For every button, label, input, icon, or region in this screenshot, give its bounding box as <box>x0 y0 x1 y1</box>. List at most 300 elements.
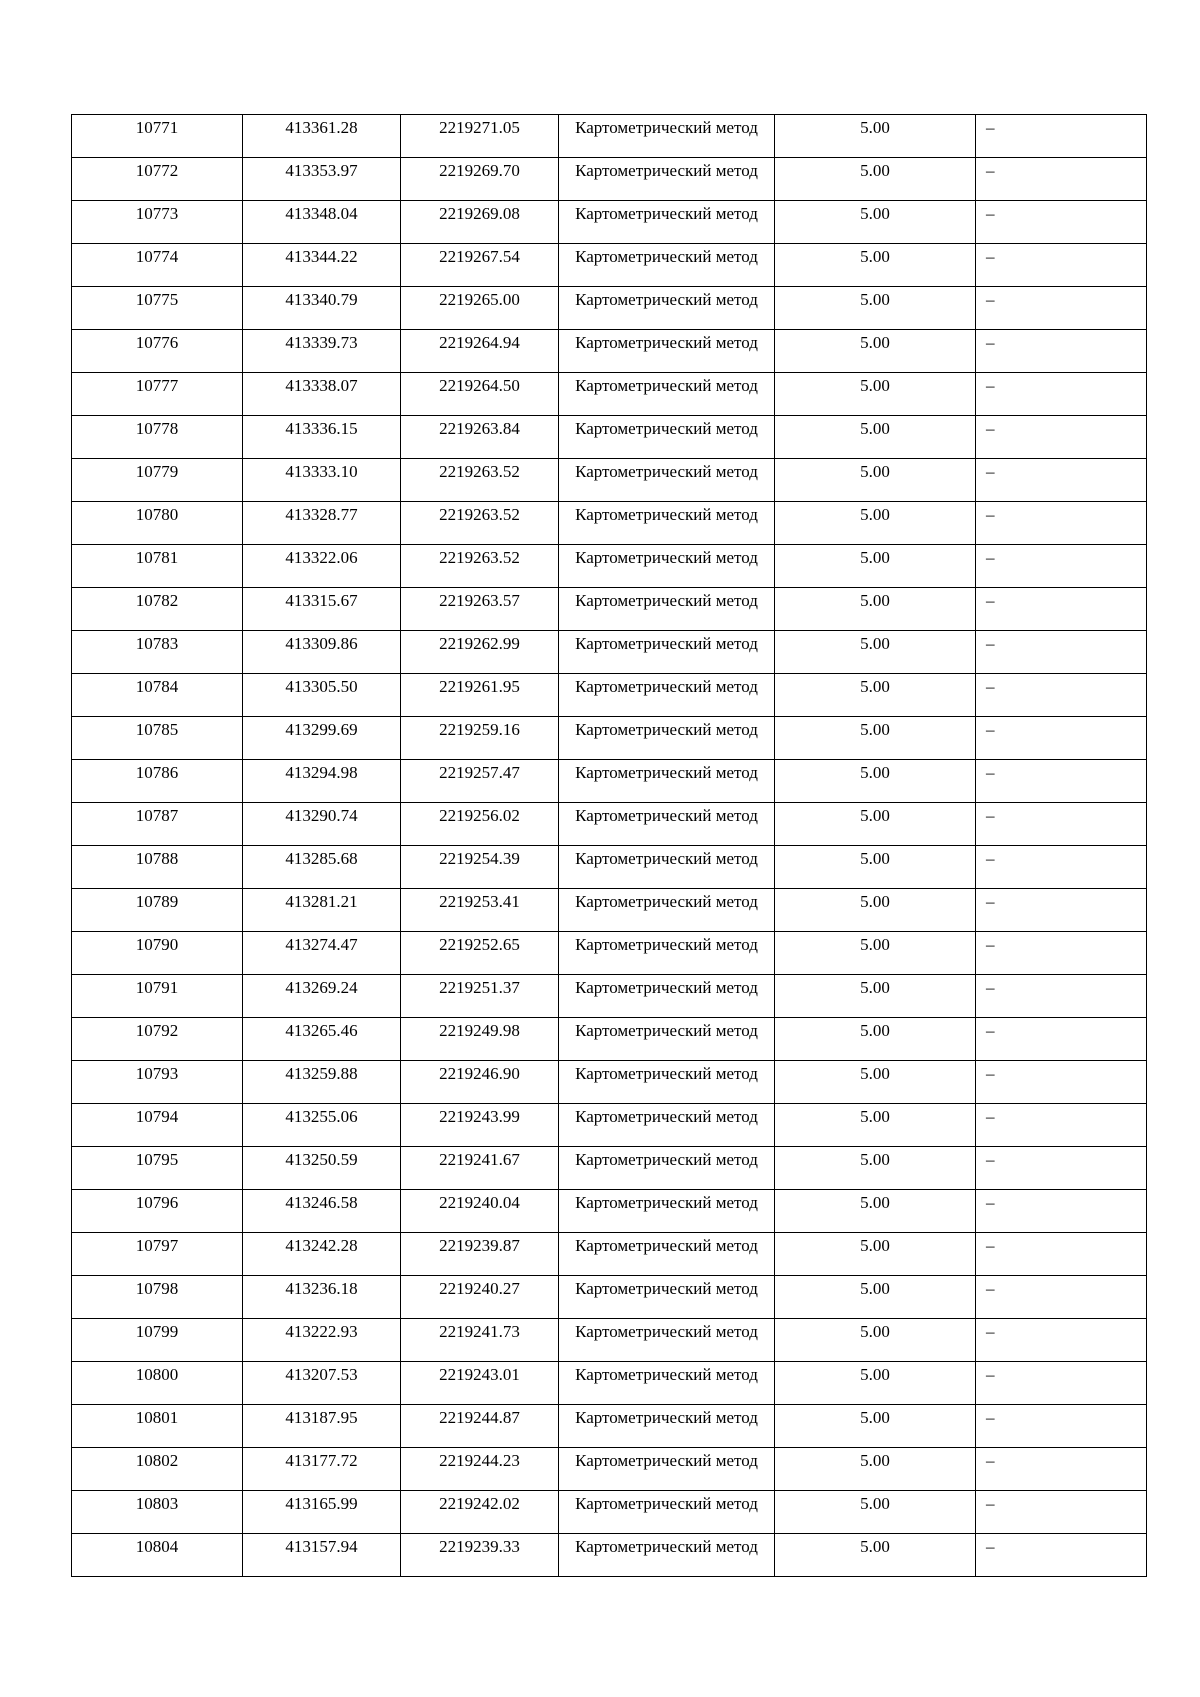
cell-text: 2219271.05 <box>439 118 520 137</box>
note-cell <box>976 1276 1147 1319</box>
table-row <box>72 846 1147 889</box>
cell-text: 5.00 <box>860 806 890 825</box>
cell-text: – <box>986 419 995 438</box>
y-coordinate-cell <box>401 1233 559 1276</box>
method-cell <box>559 502 775 545</box>
cell-text: 10787 <box>135 806 179 825</box>
cell-text: 10782 <box>135 591 179 610</box>
cell-text: – <box>986 1365 995 1384</box>
cell-text: 2219243.99 <box>439 1107 520 1126</box>
y-coordinate-cell <box>401 201 559 244</box>
point-number-cell <box>72 1405 243 1448</box>
cell-text: 10788 <box>135 849 179 868</box>
note-cell <box>976 1233 1147 1276</box>
y-coordinate-cell <box>401 760 559 803</box>
accuracy-cell <box>775 932 976 975</box>
cell-text: 413157.94 <box>285 1537 358 1556</box>
cell-text: 10792 <box>135 1021 179 1040</box>
cell-text: Картометрический метод <box>575 849 758 868</box>
cell-text: – <box>986 505 995 524</box>
cell-text: 2219240.27 <box>439 1279 520 1298</box>
cell-text: 5.00 <box>860 677 890 696</box>
note-cell <box>976 1018 1147 1061</box>
cell-text: Картометрический метод <box>575 1408 758 1427</box>
cell-text: Картометрический метод <box>575 1451 758 1470</box>
cell-text: 413177.72 <box>285 1451 358 1470</box>
note-cell <box>976 244 1147 287</box>
table-row <box>72 1061 1147 1104</box>
method-cell <box>559 459 775 502</box>
cell-text: 5.00 <box>860 1537 890 1556</box>
table-row <box>72 588 1147 631</box>
point-number-cell <box>72 373 243 416</box>
point-number-cell <box>72 1448 243 1491</box>
y-coordinate-cell <box>401 889 559 932</box>
cell-text: 10803 <box>135 1494 179 1513</box>
cell-text: Картометрический метод <box>575 505 758 524</box>
table-body <box>72 115 1147 1577</box>
cell-text: 5.00 <box>860 1365 890 1384</box>
y-coordinate-cell <box>401 1319 559 1362</box>
point-number-cell <box>72 588 243 631</box>
cell-text: 10775 <box>135 290 179 309</box>
table-row <box>72 502 1147 545</box>
point-number-cell <box>72 244 243 287</box>
y-coordinate-cell <box>401 588 559 631</box>
accuracy-cell <box>775 416 976 459</box>
note-cell <box>976 889 1147 932</box>
y-coordinate-cell <box>401 932 559 975</box>
cell-text: 10771 <box>135 118 179 137</box>
x-coordinate-cell <box>243 1448 401 1491</box>
cell-text: – <box>986 1494 995 1513</box>
cell-text: 413222.93 <box>285 1322 358 1341</box>
accuracy-cell <box>775 975 976 1018</box>
y-coordinate-cell <box>401 158 559 201</box>
cell-text: – <box>986 1236 995 1255</box>
cell-text: Картометрический метод <box>575 118 758 137</box>
method-cell <box>559 717 775 760</box>
point-number-cell <box>72 1319 243 1362</box>
note-cell <box>976 1319 1147 1362</box>
accuracy-cell <box>775 373 976 416</box>
table-row <box>72 1276 1147 1319</box>
note-cell <box>976 1104 1147 1147</box>
x-coordinate-cell <box>243 1018 401 1061</box>
table-row <box>72 1534 1147 1577</box>
y-coordinate-cell <box>401 1276 559 1319</box>
y-coordinate-cell <box>401 674 559 717</box>
note-cell <box>976 416 1147 459</box>
point-number-cell <box>72 1491 243 1534</box>
cell-text: Картометрический метод <box>575 1494 758 1513</box>
cell-text: – <box>986 247 995 266</box>
y-coordinate-cell <box>401 1534 559 1577</box>
cell-text: 413246.58 <box>285 1193 358 1212</box>
table-row <box>72 201 1147 244</box>
table-row <box>72 932 1147 975</box>
y-coordinate-cell <box>401 1405 559 1448</box>
cell-text: 2219269.70 <box>439 161 520 180</box>
note-cell <box>976 1448 1147 1491</box>
y-coordinate-cell <box>401 545 559 588</box>
accuracy-cell <box>775 1190 976 1233</box>
table-row <box>72 1190 1147 1233</box>
x-coordinate-cell <box>243 1534 401 1577</box>
point-number-cell <box>72 1061 243 1104</box>
y-coordinate-cell <box>401 803 559 846</box>
accuracy-cell <box>775 115 976 158</box>
note-cell <box>976 1491 1147 1534</box>
accuracy-cell <box>775 1319 976 1362</box>
table-row <box>72 287 1147 330</box>
cell-text: 413285.68 <box>285 849 358 868</box>
method-cell <box>559 1405 775 1448</box>
cell-text: 10794 <box>135 1107 179 1126</box>
cell-text: Картометрический метод <box>575 806 758 825</box>
table-row <box>72 717 1147 760</box>
y-coordinate-cell <box>401 975 559 1018</box>
y-coordinate-cell <box>401 1190 559 1233</box>
accuracy-cell <box>775 1534 976 1577</box>
cell-text: 413250.59 <box>285 1150 358 1169</box>
method-cell <box>559 1061 775 1104</box>
x-coordinate-cell <box>243 1104 401 1147</box>
y-coordinate-cell <box>401 846 559 889</box>
note-cell <box>976 1190 1147 1233</box>
cell-text: 10786 <box>135 763 179 782</box>
x-coordinate-cell <box>243 760 401 803</box>
note-cell <box>976 1061 1147 1104</box>
cell-text: 5.00 <box>860 333 890 352</box>
y-coordinate-cell <box>401 631 559 674</box>
y-coordinate-cell <box>401 1362 559 1405</box>
cell-text: 2219244.23 <box>439 1451 520 1470</box>
cell-text: 413315.67 <box>285 591 358 610</box>
method-cell <box>559 631 775 674</box>
cell-text: 2219257.47 <box>439 763 520 782</box>
method-cell <box>559 1233 775 1276</box>
table-row <box>72 1491 1147 1534</box>
method-cell <box>559 158 775 201</box>
x-coordinate-cell <box>243 1147 401 1190</box>
cell-text: Картометрический метод <box>575 634 758 653</box>
accuracy-cell <box>775 1405 976 1448</box>
cell-text: – <box>986 1451 995 1470</box>
point-number-cell <box>72 1190 243 1233</box>
accuracy-cell <box>775 1104 976 1147</box>
method-cell <box>559 932 775 975</box>
cell-text: Картометрический метод <box>575 978 758 997</box>
method-cell <box>559 1362 775 1405</box>
x-coordinate-cell <box>243 588 401 631</box>
note-cell <box>976 803 1147 846</box>
cell-text: Картометрический метод <box>575 376 758 395</box>
cell-text: 2219252.65 <box>439 935 520 954</box>
x-coordinate-cell <box>243 1405 401 1448</box>
table-row <box>72 1233 1147 1276</box>
cell-text: 10783 <box>135 634 179 653</box>
x-coordinate-cell <box>243 1276 401 1319</box>
cell-text: – <box>986 1021 995 1040</box>
cell-text: Картометрический метод <box>575 333 758 352</box>
accuracy-cell <box>775 760 976 803</box>
cell-text: 413353.97 <box>285 161 358 180</box>
table-row <box>72 1018 1147 1061</box>
point-number-cell <box>72 1362 243 1405</box>
accuracy-cell <box>775 1448 976 1491</box>
cell-text: Картометрический метод <box>575 720 758 739</box>
accuracy-cell <box>775 1061 976 1104</box>
cell-text: – <box>986 978 995 997</box>
cell-text: – <box>986 1322 995 1341</box>
note-cell <box>976 975 1147 1018</box>
point-number-cell <box>72 502 243 545</box>
cell-text: – <box>986 161 995 180</box>
y-coordinate-cell <box>401 373 559 416</box>
note-cell <box>976 330 1147 373</box>
point-number-cell <box>72 158 243 201</box>
x-coordinate-cell <box>243 158 401 201</box>
x-coordinate-cell <box>243 631 401 674</box>
accuracy-cell <box>775 803 976 846</box>
method-cell <box>559 115 775 158</box>
accuracy-cell <box>775 1233 976 1276</box>
cell-text: 10791 <box>135 978 179 997</box>
cell-text: 2219256.02 <box>439 806 520 825</box>
cell-text: – <box>986 548 995 567</box>
cell-text: Картометрический метод <box>575 1064 758 1083</box>
cell-text: 5.00 <box>860 1064 890 1083</box>
cell-text: 2219241.67 <box>439 1150 520 1169</box>
y-coordinate-cell <box>401 416 559 459</box>
cell-text: 2219239.87 <box>439 1236 520 1255</box>
cell-text: Картометрический метод <box>575 1150 758 1169</box>
cell-text: 413361.28 <box>285 118 358 137</box>
x-coordinate-cell <box>243 502 401 545</box>
point-number-cell <box>72 631 243 674</box>
cell-text: – <box>986 462 995 481</box>
method-cell <box>559 1276 775 1319</box>
point-number-cell <box>72 717 243 760</box>
note-cell <box>976 846 1147 889</box>
x-coordinate-cell <box>243 889 401 932</box>
cell-text: 5.00 <box>860 720 890 739</box>
point-number-cell <box>72 803 243 846</box>
table-row <box>72 244 1147 287</box>
table-row <box>72 1362 1147 1405</box>
cell-text: Картометрический метод <box>575 290 758 309</box>
accuracy-cell <box>775 502 976 545</box>
cell-text: 2219244.87 <box>439 1408 520 1427</box>
cell-text: 413328.77 <box>285 505 358 524</box>
cell-text: 413344.22 <box>285 247 358 266</box>
method-cell <box>559 889 775 932</box>
note-cell <box>976 1405 1147 1448</box>
method-cell <box>559 416 775 459</box>
point-number-cell <box>72 115 243 158</box>
point-number-cell <box>72 1018 243 1061</box>
cell-text: – <box>986 204 995 223</box>
cell-text: 5.00 <box>860 935 890 954</box>
table-row <box>72 889 1147 932</box>
cell-text: 10797 <box>135 1236 179 1255</box>
accuracy-cell <box>775 287 976 330</box>
x-coordinate-cell <box>243 287 401 330</box>
cell-text: 413299.69 <box>285 720 358 739</box>
cell-text: 5.00 <box>860 247 890 266</box>
point-number-cell <box>72 545 243 588</box>
cell-text: Картометрический метод <box>575 1322 758 1341</box>
cell-text: 10804 <box>135 1537 179 1556</box>
y-coordinate-cell <box>401 1061 559 1104</box>
cell-text: – <box>986 806 995 825</box>
accuracy-cell <box>775 1276 976 1319</box>
table-row <box>72 1104 1147 1147</box>
table-row <box>72 674 1147 717</box>
cell-text: 413207.53 <box>285 1365 358 1384</box>
accuracy-cell <box>775 588 976 631</box>
point-number-cell <box>72 1147 243 1190</box>
accuracy-cell <box>775 201 976 244</box>
note-cell <box>976 760 1147 803</box>
cell-text: 2219262.99 <box>439 634 520 653</box>
cell-text: Картометрический метод <box>575 1537 758 1556</box>
point-number-cell <box>72 459 243 502</box>
cell-text: 5.00 <box>860 161 890 180</box>
table-row <box>72 631 1147 674</box>
x-coordinate-cell <box>243 1061 401 1104</box>
cell-text: 413339.73 <box>285 333 358 352</box>
cell-text: 2219264.50 <box>439 376 520 395</box>
cell-text: 10777 <box>135 376 179 395</box>
cell-text: Картометрический метод <box>575 1279 758 1298</box>
cell-text: 5.00 <box>860 849 890 868</box>
note-cell <box>976 631 1147 674</box>
cell-text: Картометрический метод <box>575 1236 758 1255</box>
cell-text: 2219239.33 <box>439 1537 520 1556</box>
x-coordinate-cell <box>243 717 401 760</box>
cell-text: 413255.06 <box>285 1107 358 1126</box>
point-number-cell <box>72 1534 243 1577</box>
point-number-cell <box>72 1276 243 1319</box>
y-coordinate-cell <box>401 1104 559 1147</box>
cell-text: 10801 <box>135 1408 179 1427</box>
cell-text: – <box>986 935 995 954</box>
accuracy-cell <box>775 674 976 717</box>
cell-text: 10773 <box>135 204 179 223</box>
accuracy-cell <box>775 1018 976 1061</box>
table-row <box>72 1405 1147 1448</box>
note-cell <box>976 158 1147 201</box>
accuracy-cell <box>775 631 976 674</box>
cell-text: – <box>986 333 995 352</box>
cell-text: 413348.04 <box>285 204 358 223</box>
cell-text: – <box>986 591 995 610</box>
cell-text: 413336.15 <box>285 419 358 438</box>
note-cell <box>976 588 1147 631</box>
y-coordinate-cell <box>401 1147 559 1190</box>
note-cell <box>976 1534 1147 1577</box>
cell-text: Картометрический метод <box>575 892 758 911</box>
cell-text: 2219249.98 <box>439 1021 520 1040</box>
cell-text: 2219261.95 <box>439 677 520 696</box>
cell-text: Картометрический метод <box>575 247 758 266</box>
note-cell <box>976 545 1147 588</box>
cell-text: 10799 <box>135 1322 179 1341</box>
table-row <box>72 416 1147 459</box>
accuracy-cell <box>775 889 976 932</box>
y-coordinate-cell <box>401 502 559 545</box>
cell-text: 2219240.04 <box>439 1193 520 1212</box>
cell-text: 5.00 <box>860 118 890 137</box>
y-coordinate-cell <box>401 1448 559 1491</box>
cell-text: Картометрический метод <box>575 1193 758 1212</box>
method-cell <box>559 1534 775 1577</box>
cell-text: 2219253.41 <box>439 892 520 911</box>
x-coordinate-cell <box>243 416 401 459</box>
method-cell <box>559 1104 775 1147</box>
cell-text: 2219243.01 <box>439 1365 520 1384</box>
x-coordinate-cell <box>243 1362 401 1405</box>
note-cell <box>976 502 1147 545</box>
cell-text: Картометрический метод <box>575 677 758 696</box>
table-row <box>72 975 1147 1018</box>
point-number-cell <box>72 330 243 373</box>
note-cell <box>976 674 1147 717</box>
cell-text: – <box>986 118 995 137</box>
cell-text: Картометрический метод <box>575 1107 758 1126</box>
cell-text: 413338.07 <box>285 376 358 395</box>
method-cell <box>559 674 775 717</box>
cell-text: 413333.10 <box>285 462 358 481</box>
table-row <box>72 1448 1147 1491</box>
x-coordinate-cell <box>243 1491 401 1534</box>
cell-text: 2219263.52 <box>439 462 520 481</box>
table-row <box>72 330 1147 373</box>
cell-text: – <box>986 634 995 653</box>
cell-text: 5.00 <box>860 1107 890 1126</box>
x-coordinate-cell <box>243 545 401 588</box>
point-number-cell <box>72 889 243 932</box>
cell-text: 413309.86 <box>285 634 358 653</box>
accuracy-cell <box>775 1147 976 1190</box>
point-number-cell <box>72 846 243 889</box>
cell-text: – <box>986 1107 995 1126</box>
cell-text: 10789 <box>135 892 179 911</box>
note-cell <box>976 287 1147 330</box>
x-coordinate-cell <box>243 330 401 373</box>
x-coordinate-cell <box>243 674 401 717</box>
table-row <box>72 1147 1147 1190</box>
cell-text: 5.00 <box>860 978 890 997</box>
cell-text: 5.00 <box>860 376 890 395</box>
point-number-cell <box>72 975 243 1018</box>
cell-text: 413305.50 <box>285 677 358 696</box>
cell-text: 2219263.84 <box>439 419 520 438</box>
cell-text: 2219263.52 <box>439 505 520 524</box>
point-number-cell <box>72 201 243 244</box>
cell-text: 5.00 <box>860 1322 890 1341</box>
cell-text: 2219267.54 <box>439 247 520 266</box>
y-coordinate-cell <box>401 1018 559 1061</box>
point-number-cell <box>72 932 243 975</box>
cell-text: – <box>986 1064 995 1083</box>
cell-text: Картометрический метод <box>575 161 758 180</box>
table-row <box>72 115 1147 158</box>
accuracy-cell <box>775 244 976 287</box>
point-number-cell <box>72 287 243 330</box>
